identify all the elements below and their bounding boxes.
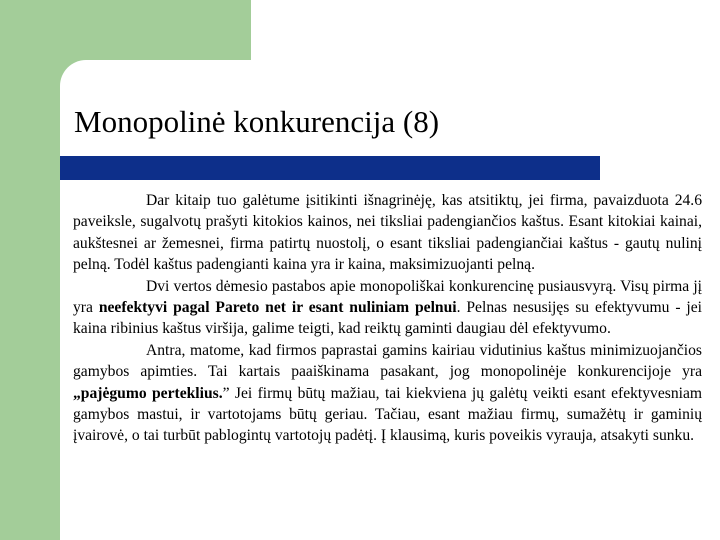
slide-body — [73, 190, 702, 447]
body-text: ” Jei firmų būtų mažiau, tai kiekviena jų galėtų veikti esant efektyvesniam gamybos mastui, ir vartotojams būtų geriau. Tačiau, esant mažiau firmų, sumažėtų ir gaminių įvairovė, o tai turbūt pablogintų vartotojų padėtį. Į klausimą, kuris poveikis vyrauja, atsakyti sunku. — [73, 384, 703, 445]
slide-title: Monopolinė konkurencija (8) — [74, 104, 440, 139]
body-text: Dvi vertos dėmesio pastabos apie monopoliškai konkurencinę pusiausvyrą. Visų pirma jį yra — [73, 277, 702, 317]
body-paragraph — [73, 190, 702, 276]
emphasis-text: neefektyvi pagal Pareto net ir esant nuliniam pelnui — [98, 299, 457, 317]
emphasis-text: „pajėgumo perteklius. — [73, 384, 223, 402]
title-underline-bar — [60, 156, 600, 180]
body-paragraph — [73, 340, 702, 447]
body-paragraph — [73, 276, 702, 340]
body-text: . Pelnas nesusijęs su efektyvumu - jei kaina ribinius kaštus viršija, galime teigti, kad reiktų gaminti daugiau dėl efektyvumo. — [73, 299, 703, 338]
body-text: Dar kitaip tuo galėtume įsitikinti išnagrinėję, kas atsitiktų, jei firma, pavaizduota 24.6 paveiksle, sugalvotų prašyti kitokios kainos, nei tiksliai padengiančios kaštus. Esant kitokiai kainai, aukštesnei ar žemesnei, firma patirtų nuostolį, o esant tiksliai padengiančiai kaštus - gautų nulinį pelną. Todėl kaštus padengianti kaina yra ir kaina, maksimizuojanti pelną. — [73, 192, 702, 274]
body-text: Antra, matome, kad firmos paprastai gamins kairiau vidutinius kaštus minimizuojančios gamybos apimties. Tai kartais paaiškinama pasakant, jog monopolinėje konkurencijoje yra — [73, 341, 702, 381]
